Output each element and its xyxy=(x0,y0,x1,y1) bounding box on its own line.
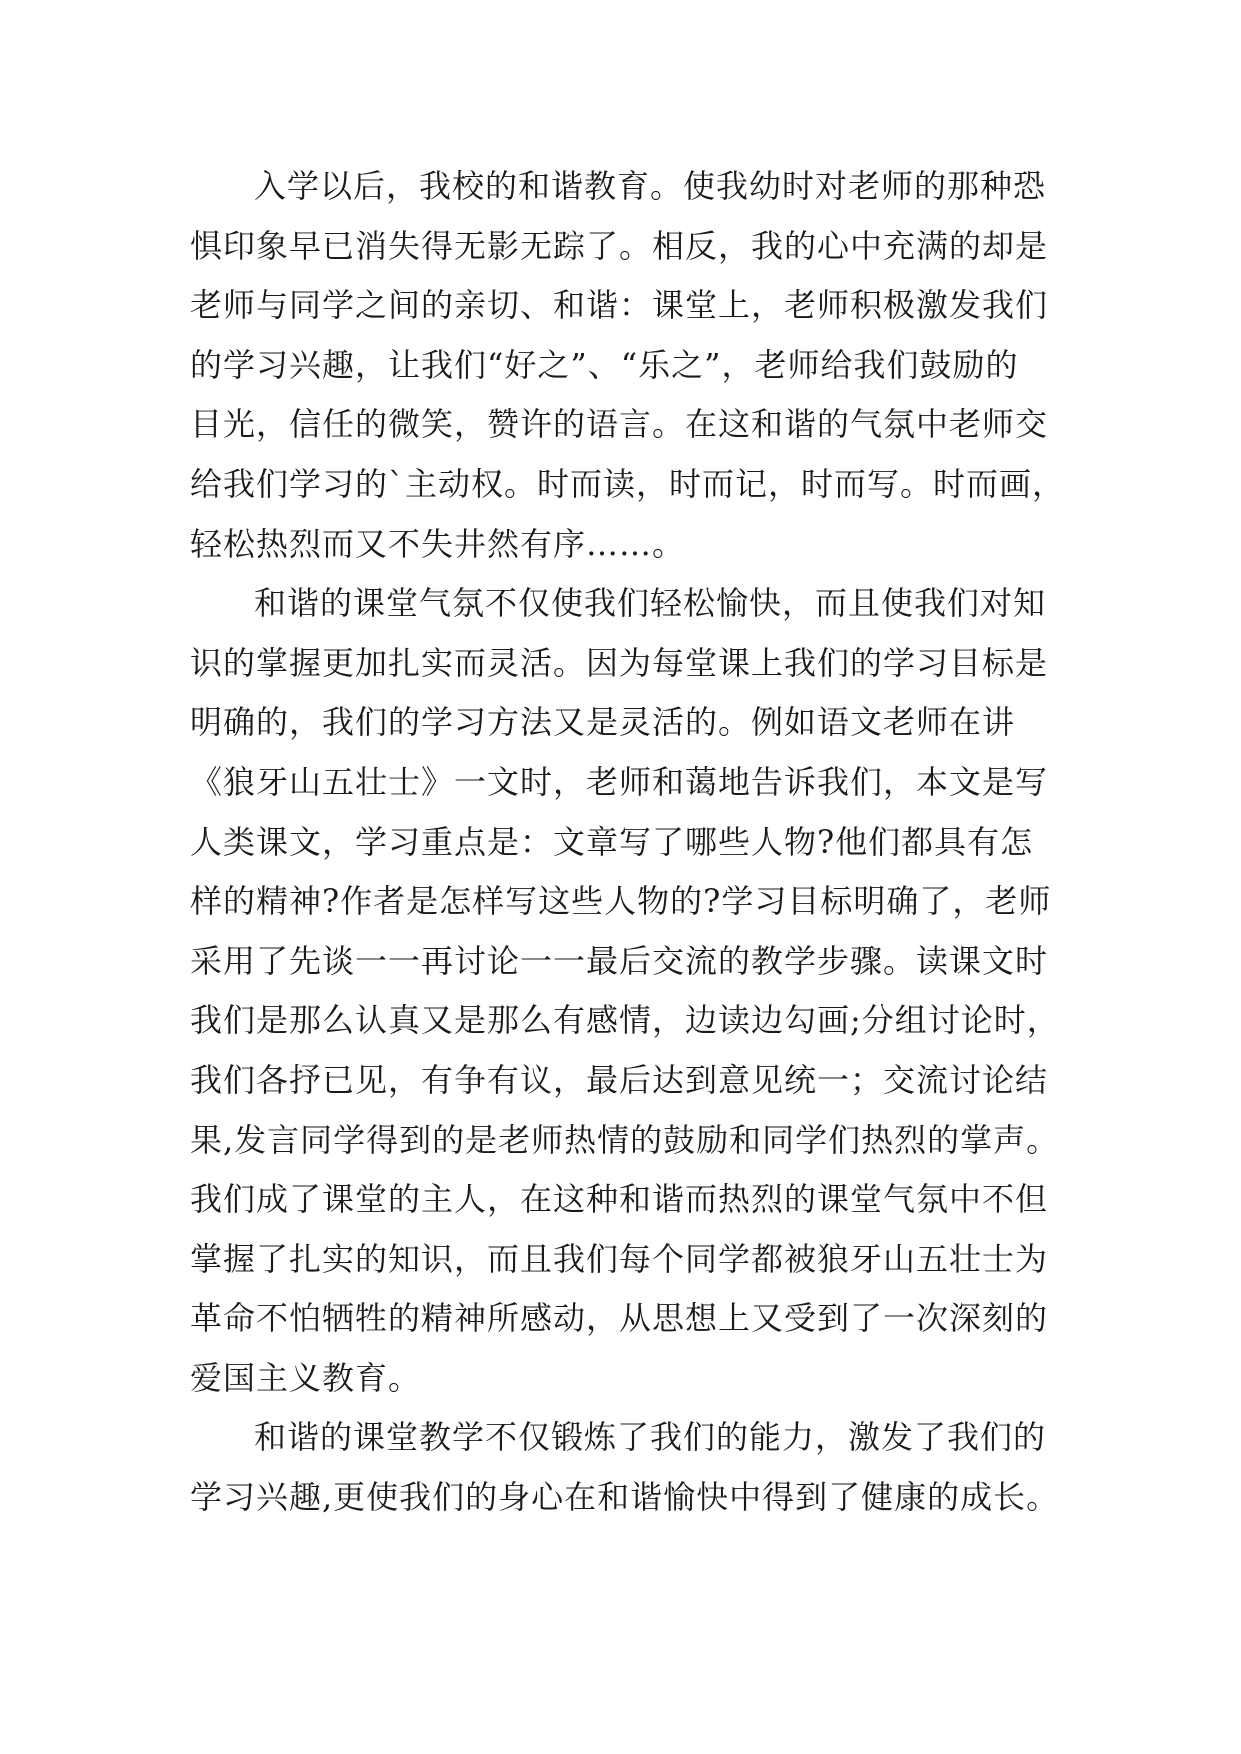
paragraph-line: 给我们学习的`主动权。时而读，时而记，时而写。时而画， xyxy=(190,464,1066,503)
paragraph-line: 和谐的课堂教学不仅锻炼了我们的能力，激发了我们的 xyxy=(254,1418,1047,1457)
paragraph-line: 老师与同学之间的亲切、和谐：课堂上，老师积极激发我们 xyxy=(190,286,1049,325)
paragraph-1 xyxy=(190,157,1066,574)
paragraph-3 xyxy=(190,1408,1060,1527)
paragraph-line: 我们成了课堂的主人，在这种和谐而热烈的课堂气氛中不但 xyxy=(190,1180,1049,1219)
paragraph-line: 学习兴趣,更使我们的身心在和谐愉快中得到了健康的成长。 xyxy=(190,1478,1060,1517)
paragraph-line: 采用了先谈一一再讨论一一最后交流的教学步骤。读课文时 xyxy=(190,941,1049,980)
paragraph-line: 掌握了扎实的知识，而且我们每个同学都被狼牙山五壮士为 xyxy=(190,1239,1049,1278)
paragraph-line: 我们各抒已见，有争有议，最后达到意见统一；交流讨论结 xyxy=(190,1060,1049,1099)
paragraph-line: 革命不怕牺牲的精神所感动，从思想上又受到了一次深刻的 xyxy=(190,1299,1049,1338)
paragraph-line: 和谐的课堂气氛不仅使我们轻松愉快，而且使我们对知 xyxy=(254,584,1047,623)
paragraph-line: 样的精神?作者是怎样写这些人物的?学习目标明确了，老师 xyxy=(190,882,1052,921)
document-body xyxy=(190,157,1066,1528)
paragraph-line: 我们是那么认真又是那么有感情，边读边勾画;分组讨论时， xyxy=(190,1001,1060,1040)
paragraph-line: 轻松热烈而又不失井然有序……。 xyxy=(190,524,686,563)
paragraph-line: 识的掌握更加扎实而灵活。因为每堂课上我们的学习目标是 xyxy=(190,643,1049,682)
paragraph-line: 的学习兴趣，让我们“好之”、“乐之”，老师给我们鼓励的 xyxy=(190,345,1019,384)
paragraph-2 xyxy=(190,574,1060,1408)
paragraph-line: 明确的，我们的学习方法又是灵活的。例如语文老师在讲 xyxy=(190,703,1016,742)
paragraph-line: 入学以后，我校的和谐教育。使我幼时对老师的那种恐 xyxy=(254,167,1047,205)
paragraph-line: 果,发言同学得到的是老师热情的鼓励和同学们热烈的掌声。 xyxy=(190,1120,1060,1159)
paragraph-line: 目光，信任的微笑，赞许的语言。在这和谐的气氛中老师交 xyxy=(190,405,1049,444)
paragraph-line: 《狼牙山五壮士》一文时，老师和蔼地告诉我们，本文是写 xyxy=(190,762,1049,801)
paragraph-line: 惧印象早已消失得无影无踪了。相反，我的心中充满的却是 xyxy=(190,226,1049,265)
paragraph-line: 爱国主义教育。 xyxy=(190,1358,422,1397)
paragraph-line: 人类课文，学习重点是：文章写了哪些人物?他们都具有怎 xyxy=(190,822,1034,861)
